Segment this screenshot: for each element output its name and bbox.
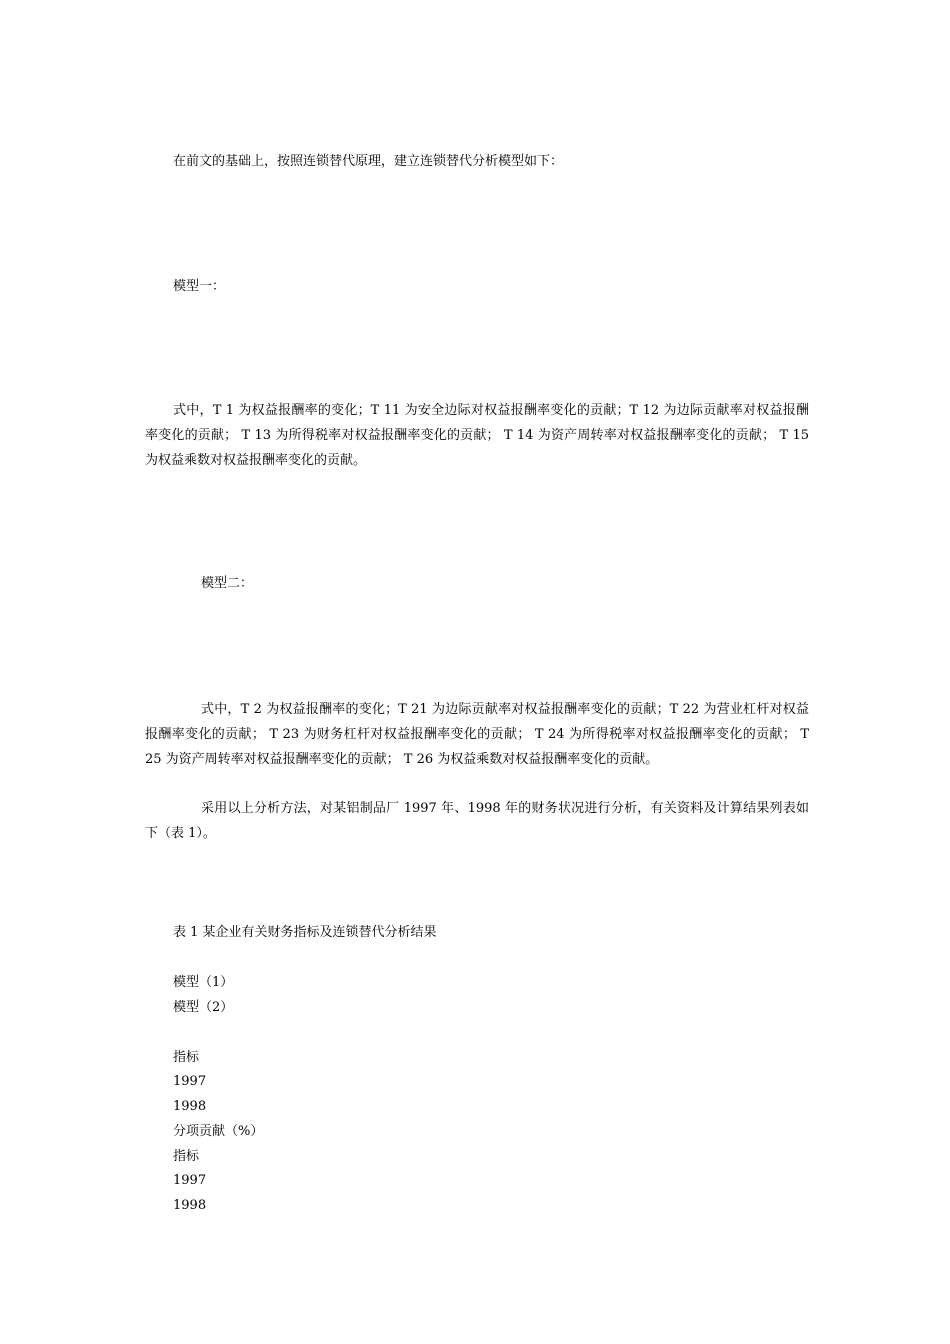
table-column-header: 指标 xyxy=(173,1149,200,1164)
table-column-header: 1998 xyxy=(173,1099,207,1114)
table-caption: 表 1 某企业有关财务指标及连锁替代分析结果 xyxy=(173,925,437,940)
model-one-description: 式中，T 1 为权益报酬率的变化；T 11 为安全边际对权益报酬率变化的贡献；T 12 为边际贡献率对权益报酬率变化的贡献； T 13 为所得税率对权益报酬率变化的贡献； T 14 为资产周转率对权益报酬率变化的贡献； T 15 为权益乘数对权益报酬率变化的贡献。 xyxy=(145,403,809,468)
table-model-header-1: 模型（1） xyxy=(173,975,234,990)
table-column-header: 指标 xyxy=(173,1050,200,1065)
table-column-header: 1998 xyxy=(173,1198,207,1213)
model-one-label: 模型一： xyxy=(173,279,226,294)
analysis-paragraph: 采用以上分析方法，对某铝制品厂 1997 年、1998 年的财务状况进行分析，有关资料及计算结果列表如下（表 1）。 xyxy=(145,801,809,841)
table-column-header: 1997 xyxy=(173,1173,207,1188)
model-two-label: 模型二： xyxy=(201,576,254,591)
table-model-header-2: 模型（2） xyxy=(173,1000,234,1015)
model-two-description: 式中，T 2 为权益报酬率的变化；T 21 为边际贡献率对权益报酬率变化的贡献；T 22 为营业杠杆对权益报酬率变化的贡献； T 23 为财务杠杆对权益报酬率变化的贡献； T 24 为所得税率对权益报酬率变化的贡献； T 25 为资产周转率对权益报酬率变化的贡献； T 26 为权益乘数对权益报酬率变化的贡献。 xyxy=(145,702,809,767)
table-column-header: 分项贡献（%） xyxy=(173,1124,264,1139)
intro-paragraph: 在前文的基础上，按照连锁替代原理，建立连锁替代分析模型如下： xyxy=(173,154,564,169)
table-column-header: 1997 xyxy=(173,1074,207,1089)
